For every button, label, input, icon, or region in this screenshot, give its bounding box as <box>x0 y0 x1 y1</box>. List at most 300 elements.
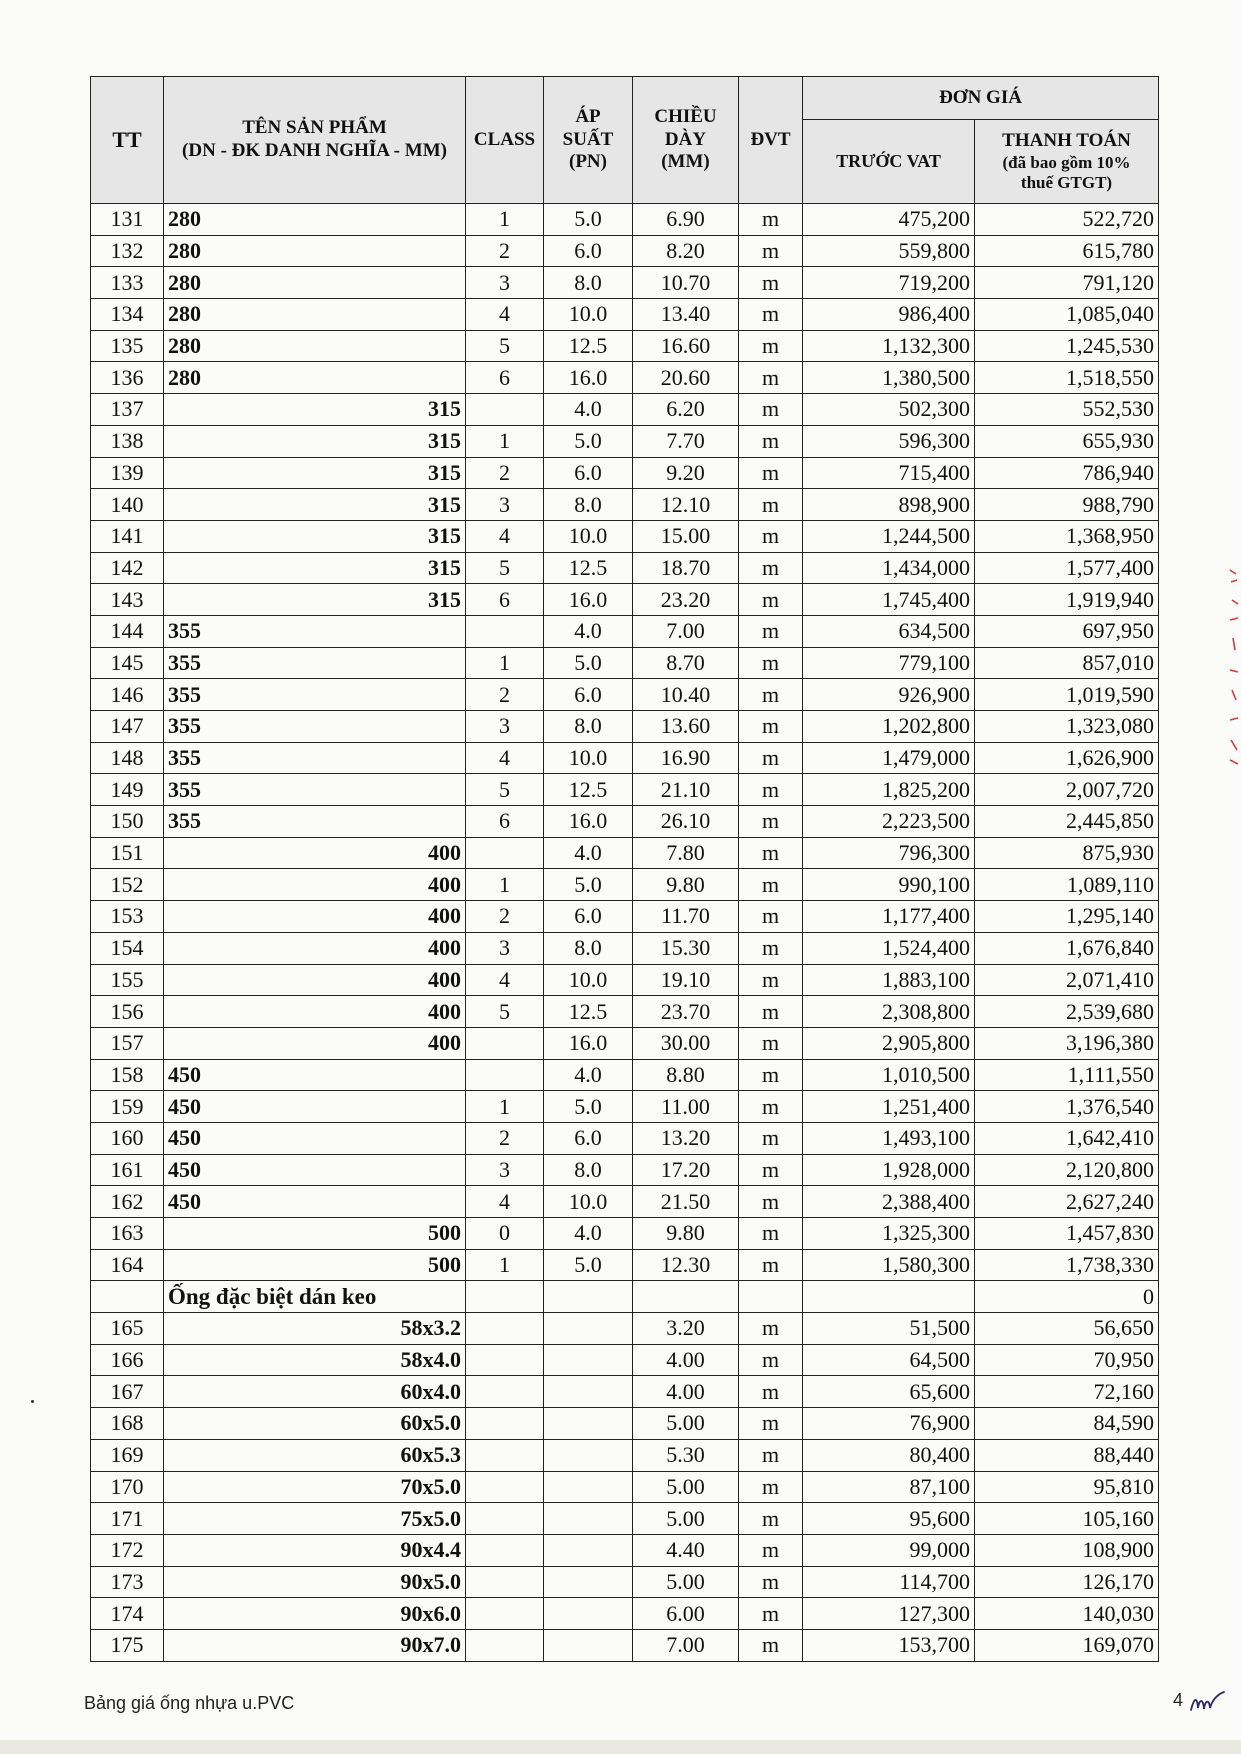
header-before-vat: TRƯỚC VAT <box>803 120 975 204</box>
header-price-group: ĐƠN GIÁ <box>803 77 1159 120</box>
cell-product-name: 60x4.0 <box>164 1376 466 1408</box>
cell-thickness: 30.00 <box>633 1027 739 1059</box>
header-product-name-line1: TÊN SẢN PHẨM <box>242 117 387 139</box>
cell-price-before-vat: 1,380,500 <box>803 362 975 394</box>
cell-pressure: 12.5 <box>544 552 633 584</box>
cell-thickness: 11.70 <box>633 901 739 933</box>
cell-class <box>466 394 544 426</box>
cell-unit: m <box>739 837 803 869</box>
cell-product-name: 315 <box>164 520 466 552</box>
cell-pressure: 5.0 <box>544 647 633 679</box>
cell-tt: 160 <box>91 1122 164 1154</box>
cell-pressure: 6.0 <box>544 235 633 267</box>
cell-price-before-vat: 502,300 <box>803 394 975 426</box>
cell-thickness: 20.60 <box>633 362 739 394</box>
cell-tt: 143 <box>91 584 164 616</box>
cell-unit: m <box>739 774 803 806</box>
cell-unit: m <box>739 964 803 996</box>
cell-price-before-vat: 1,251,400 <box>803 1091 975 1123</box>
cell-class: 2 <box>466 457 544 489</box>
cell-thickness: 17.20 <box>633 1154 739 1186</box>
table-row <box>91 647 1159 679</box>
cell-tt: 153 <box>91 901 164 933</box>
cell-class: 4 <box>466 520 544 552</box>
cell-thickness: 3.20 <box>633 1313 739 1345</box>
cell-thickness: 16.90 <box>633 742 739 774</box>
cell-class: 1 <box>466 647 544 679</box>
cell-unit: m <box>739 869 803 901</box>
cell-pressure: 6.0 <box>544 457 633 489</box>
cell-thickness: 4.40 <box>633 1534 739 1566</box>
cell-unit: m <box>739 1186 803 1218</box>
cell-thickness: 8.80 <box>633 1059 739 1091</box>
cell-thickness: 7.00 <box>633 615 739 647</box>
cell-tt: 139 <box>91 457 164 489</box>
cell-unit: m <box>739 1344 803 1376</box>
header-tt: TT <box>91 77 164 204</box>
cell-tt: 156 <box>91 996 164 1028</box>
cell-thickness: 7.00 <box>633 1629 739 1661</box>
table-row <box>91 1629 1159 1661</box>
cell-class <box>466 1376 544 1408</box>
cell-price-payment: 875,930 <box>975 837 1159 869</box>
cell-product-name: 315 <box>164 489 466 521</box>
header-pressure-line1: ÁP <box>575 105 601 127</box>
cell-thickness: 9.80 <box>633 869 739 901</box>
cell-price-payment: 522,720 <box>975 204 1159 236</box>
table-row <box>91 1313 1159 1345</box>
cell-product-name: 280 <box>164 204 466 236</box>
cell-product-name: 280 <box>164 235 466 267</box>
cell-price-before-vat: 715,400 <box>803 457 975 489</box>
cell-unit: m <box>739 742 803 774</box>
cell-product-name: 400 <box>164 932 466 964</box>
cell-price-before-vat: 65,600 <box>803 1376 975 1408</box>
cell-unit: m <box>739 584 803 616</box>
cell-tt: 132 <box>91 235 164 267</box>
cell-product-name: 75x5.0 <box>164 1503 466 1535</box>
cell-price-payment: 1,085,040 <box>975 299 1159 331</box>
table-header <box>91 77 1159 204</box>
cell-product-name: 355 <box>164 711 466 743</box>
cell-product-name: 355 <box>164 647 466 679</box>
cell-pressure: 10.0 <box>544 299 633 331</box>
table-row <box>91 204 1159 236</box>
cell-thickness: 9.80 <box>633 1218 739 1250</box>
cell-price-payment: 786,940 <box>975 457 1159 489</box>
cell-price-before-vat: 1,244,500 <box>803 520 975 552</box>
cell-tt: 151 <box>91 837 164 869</box>
cell-product-name: 450 <box>164 1059 466 1091</box>
cell-price-before-vat: 596,300 <box>803 425 975 457</box>
cell-tt: 136 <box>91 362 164 394</box>
cell-thickness: 5.00 <box>633 1503 739 1535</box>
cell-tt: 135 <box>91 330 164 362</box>
cell-price-payment: 2,120,800 <box>975 1154 1159 1186</box>
table-row <box>91 1218 1159 1250</box>
cell-unit: m <box>739 1091 803 1123</box>
table-row <box>91 1122 1159 1154</box>
cell-class <box>466 1598 544 1630</box>
cell-product-name: 355 <box>164 774 466 806</box>
cell-product-name: 58x3.2 <box>164 1313 466 1345</box>
cell-thickness: 7.80 <box>633 837 739 869</box>
cell-tt: 145 <box>91 647 164 679</box>
cell-price-before-vat: 80,400 <box>803 1439 975 1471</box>
table-row <box>91 932 1159 964</box>
cell-pressure <box>544 1439 633 1471</box>
header-payment-line2: (đã bao gồm 10% <box>1002 152 1131 172</box>
cell-product-name: 315 <box>164 584 466 616</box>
cell-price-payment: 0 <box>975 1281 1159 1313</box>
cell-unit: m <box>739 1534 803 1566</box>
cell-thickness: 19.10 <box>633 964 739 996</box>
cell-product-name: 450 <box>164 1122 466 1154</box>
footer-title: Bảng giá ống nhựa u.PVC <box>84 1693 295 1713</box>
cell-price-payment: 1,626,900 <box>975 742 1159 774</box>
cell-tt: 159 <box>91 1091 164 1123</box>
cell-pressure: 12.5 <box>544 996 633 1028</box>
cell-pressure <box>544 1313 633 1345</box>
cell-price-before-vat: 95,600 <box>803 1503 975 1535</box>
cell-thickness: 10.40 <box>633 679 739 711</box>
cell-tt: 141 <box>91 520 164 552</box>
cell-tt: 161 <box>91 1154 164 1186</box>
cell-unit: m <box>739 1376 803 1408</box>
cell-thickness: 5.00 <box>633 1566 739 1598</box>
cell-thickness: 6.00 <box>633 1598 739 1630</box>
cell-thickness: 9.20 <box>633 457 739 489</box>
cell-tt: 158 <box>91 1059 164 1091</box>
cell-price-payment: 3,196,380 <box>975 1027 1159 1059</box>
cell-product-name: 60x5.3 <box>164 1439 466 1471</box>
cell-class <box>466 1566 544 1598</box>
cell-unit: m <box>739 1598 803 1630</box>
cell-pressure: 10.0 <box>544 1186 633 1218</box>
table-row <box>91 362 1159 394</box>
cell-product-name: 400 <box>164 837 466 869</box>
cell-price-payment: 1,577,400 <box>975 552 1159 584</box>
cell-product-name: 315 <box>164 457 466 489</box>
header-product-name <box>164 77 466 204</box>
cell-class: 5 <box>466 330 544 362</box>
cell-class: 2 <box>466 679 544 711</box>
cell-price-payment: 2,539,680 <box>975 996 1159 1028</box>
cell-class: 0 <box>466 1218 544 1250</box>
cell-class: 3 <box>466 932 544 964</box>
cell-class <box>466 1281 544 1313</box>
cell-tt: 162 <box>91 1186 164 1218</box>
cell-unit: m <box>739 425 803 457</box>
section-heading-row <box>91 1281 1159 1313</box>
cell-product-name: 315 <box>164 552 466 584</box>
table-row <box>91 552 1159 584</box>
cell-unit: m <box>739 1408 803 1440</box>
cell-tt: 142 <box>91 552 164 584</box>
cell-product-name: 60x5.0 <box>164 1408 466 1440</box>
table-row <box>91 489 1159 521</box>
cell-pressure: 4.0 <box>544 1218 633 1250</box>
cell-price-before-vat: 719,200 <box>803 267 975 299</box>
cell-pressure: 6.0 <box>544 1122 633 1154</box>
cell-price-payment: 1,518,550 <box>975 362 1159 394</box>
cell-pressure: 4.0 <box>544 394 633 426</box>
cell-thickness: 26.10 <box>633 806 739 838</box>
table-body <box>91 204 1159 1662</box>
table-row <box>91 1027 1159 1059</box>
scan-speck <box>31 1400 34 1403</box>
table-row <box>91 1059 1159 1091</box>
table-row <box>91 1598 1159 1630</box>
cell-product-name: 90x4.4 <box>164 1534 466 1566</box>
table-row <box>91 425 1159 457</box>
cell-product-name: 400 <box>164 869 466 901</box>
cell-pressure <box>544 1344 633 1376</box>
table-row <box>91 1344 1159 1376</box>
cell-class <box>466 1471 544 1503</box>
cell-price-before-vat: 1,883,100 <box>803 964 975 996</box>
cell-price-payment: 72,160 <box>975 1376 1159 1408</box>
cell-tt: 147 <box>91 711 164 743</box>
cell-price-payment: 2,071,410 <box>975 964 1159 996</box>
cell-pressure <box>544 1408 633 1440</box>
cell-price-payment: 105,160 <box>975 1503 1159 1535</box>
cell-price-before-vat: 76,900 <box>803 1408 975 1440</box>
cell-thickness: 12.10 <box>633 489 739 521</box>
cell-pressure <box>544 1598 633 1630</box>
cell-price-payment: 1,295,140 <box>975 901 1159 933</box>
cell-unit: m <box>739 520 803 552</box>
cell-unit: m <box>739 1629 803 1661</box>
cell-class: 4 <box>466 299 544 331</box>
cell-tt: 169 <box>91 1439 164 1471</box>
cell-tt: 173 <box>91 1566 164 1598</box>
cell-pressure <box>544 1566 633 1598</box>
cell-class: 1 <box>466 869 544 901</box>
cell-class <box>466 1027 544 1059</box>
cell-unit: m <box>739 1122 803 1154</box>
cell-price-before-vat: 926,900 <box>803 679 975 711</box>
cell-pressure <box>544 1534 633 1566</box>
table-row <box>91 299 1159 331</box>
cell-price-payment: 1,457,830 <box>975 1218 1159 1250</box>
cell-price-before-vat: 1,177,400 <box>803 901 975 933</box>
cell-tt: 174 <box>91 1598 164 1630</box>
cell-unit: m <box>739 299 803 331</box>
cell-unit: m <box>739 1503 803 1535</box>
cell-thickness: 21.10 <box>633 774 739 806</box>
cell-unit: m <box>739 1439 803 1471</box>
cell-price-before-vat: 114,700 <box>803 1566 975 1598</box>
cell-pressure <box>544 1503 633 1535</box>
price-table <box>90 76 1159 1662</box>
cell-price-payment: 1,368,950 <box>975 520 1159 552</box>
table-row <box>91 711 1159 743</box>
table-row <box>91 1408 1159 1440</box>
cell-tt: 157 <box>91 1027 164 1059</box>
red-stamp-edge <box>1226 560 1241 780</box>
cell-class: 5 <box>466 996 544 1028</box>
cell-class <box>466 1059 544 1091</box>
cell-product-name: 90x5.0 <box>164 1566 466 1598</box>
cell-pressure: 16.0 <box>544 1027 633 1059</box>
scan-edge-strip <box>0 1740 1241 1754</box>
cell-thickness: 6.90 <box>633 204 739 236</box>
cell-tt <box>91 1281 164 1313</box>
cell-product-name: 280 <box>164 299 466 331</box>
cell-price-payment: 1,245,530 <box>975 330 1159 362</box>
cell-price-before-vat: 559,800 <box>803 235 975 267</box>
table-row <box>91 901 1159 933</box>
cell-unit: m <box>739 552 803 584</box>
cell-tt: 140 <box>91 489 164 521</box>
cell-pressure: 10.0 <box>544 742 633 774</box>
cell-thickness: 16.60 <box>633 330 739 362</box>
cell-pressure: 5.0 <box>544 869 633 901</box>
cell-price-before-vat: 796,300 <box>803 837 975 869</box>
cell-price-before-vat: 2,388,400 <box>803 1186 975 1218</box>
table-row <box>91 457 1159 489</box>
cell-price-before-vat: 2,308,800 <box>803 996 975 1028</box>
cell-tt: 131 <box>91 204 164 236</box>
cell-class <box>466 837 544 869</box>
cell-unit: m <box>739 647 803 679</box>
cell-thickness: 15.00 <box>633 520 739 552</box>
cell-tt: 144 <box>91 615 164 647</box>
cell-class <box>466 615 544 647</box>
cell-price-payment: 1,676,840 <box>975 932 1159 964</box>
cell-tt: 146 <box>91 679 164 711</box>
cell-price-before-vat: 634,500 <box>803 615 975 647</box>
header-pressure-line2: SUẤT <box>562 128 614 150</box>
cell-price-before-vat: 1,325,300 <box>803 1218 975 1250</box>
cell-pressure: 6.0 <box>544 901 633 933</box>
table-row <box>91 806 1159 838</box>
cell-price-payment: 108,900 <box>975 1534 1159 1566</box>
cell-tt: 175 <box>91 1629 164 1661</box>
cell-thickness: 10.70 <box>633 267 739 299</box>
cell-class: 3 <box>466 1154 544 1186</box>
cell-pressure: 5.0 <box>544 1249 633 1281</box>
table-row <box>91 330 1159 362</box>
cell-price-before-vat: 2,905,800 <box>803 1027 975 1059</box>
cell-price-payment: 56,650 <box>975 1313 1159 1345</box>
cell-thickness: 21.50 <box>633 1186 739 1218</box>
cell-unit: m <box>739 901 803 933</box>
cell-class: 6 <box>466 806 544 838</box>
table-row <box>91 1091 1159 1123</box>
cell-thickness: 5.00 <box>633 1471 739 1503</box>
cell-pressure <box>544 1629 633 1661</box>
cell-price-before-vat: 87,100 <box>803 1471 975 1503</box>
header-thickness-line2: DÀY <box>664 128 707 150</box>
cell-pressure: 5.0 <box>544 1091 633 1123</box>
cell-unit: m <box>739 1566 803 1598</box>
cell-product-name: 355 <box>164 742 466 774</box>
cell-class: 4 <box>466 964 544 996</box>
cell-pressure: 8.0 <box>544 267 633 299</box>
cell-unit: m <box>739 362 803 394</box>
cell-unit: m <box>739 235 803 267</box>
cell-pressure: 8.0 <box>544 489 633 521</box>
cell-price-before-vat: 1,524,400 <box>803 932 975 964</box>
cell-unit: m <box>739 457 803 489</box>
cell-class: 5 <box>466 774 544 806</box>
cell-product-name: Ống đặc biệt dán keo <box>164 1281 466 1313</box>
cell-price-before-vat: 64,500 <box>803 1344 975 1376</box>
cell-product-name: 355 <box>164 615 466 647</box>
cell-product-name: 500 <box>164 1218 466 1250</box>
cell-thickness: 13.60 <box>633 711 739 743</box>
cell-class: 1 <box>466 425 544 457</box>
cell-product-name: 90x7.0 <box>164 1629 466 1661</box>
cell-product-name: 70x5.0 <box>164 1471 466 1503</box>
cell-product-name: 500 <box>164 1249 466 1281</box>
cell-tt: 167 <box>91 1376 164 1408</box>
cell-tt: 170 <box>91 1471 164 1503</box>
table-row <box>91 615 1159 647</box>
cell-price-payment: 70,950 <box>975 1344 1159 1376</box>
cell-unit: m <box>739 330 803 362</box>
cell-tt: 134 <box>91 299 164 331</box>
cell-class: 2 <box>466 235 544 267</box>
cell-unit: m <box>739 806 803 838</box>
header-payment-line3: thuế GTGT) <box>1020 172 1113 192</box>
table-row <box>91 1566 1159 1598</box>
cell-unit: m <box>739 1313 803 1345</box>
cell-pressure: 10.0 <box>544 964 633 996</box>
header-payment <box>975 120 1159 204</box>
cell-price-before-vat: 1,745,400 <box>803 584 975 616</box>
cell-pressure <box>544 1376 633 1408</box>
cell-thickness: 13.20 <box>633 1122 739 1154</box>
cell-price-payment: 1,323,080 <box>975 711 1159 743</box>
cell-product-name: 58x4.0 <box>164 1344 466 1376</box>
cell-class: 4 <box>466 742 544 774</box>
cell-pressure: 12.5 <box>544 330 633 362</box>
cell-unit: m <box>739 1154 803 1186</box>
header-payment-line1: THANH TOÁN <box>1002 129 1131 151</box>
header-product-name-line2: (DN - ĐK DANH NGHĨA - MM) <box>182 140 447 161</box>
cell-thickness: 23.70 <box>633 996 739 1028</box>
cell-class <box>466 1344 544 1376</box>
cell-unit: m <box>739 267 803 299</box>
cell-tt: 168 <box>91 1408 164 1440</box>
cell-tt: 155 <box>91 964 164 996</box>
cell-price-before-vat: 1,010,500 <box>803 1059 975 1091</box>
cell-price-before-vat: 2,223,500 <box>803 806 975 838</box>
cell-price-payment: 791,120 <box>975 267 1159 299</box>
cell-price-before-vat: 51,500 <box>803 1313 975 1345</box>
cell-product-name: 400 <box>164 964 466 996</box>
cell-price-before-vat: 1,928,000 <box>803 1154 975 1186</box>
cell-price-payment: 95,810 <box>975 1471 1159 1503</box>
cell-price-payment: 1,019,590 <box>975 679 1159 711</box>
cell-thickness: 5.00 <box>633 1408 739 1440</box>
cell-pressure: 5.0 <box>544 425 633 457</box>
cell-product-name: 280 <box>164 330 466 362</box>
cell-class: 1 <box>466 1091 544 1123</box>
page-number: 4 <box>1173 1690 1184 1710</box>
cell-product-name: 355 <box>164 679 466 711</box>
cell-price-before-vat: 898,900 <box>803 489 975 521</box>
cell-pressure: 16.0 <box>544 806 633 838</box>
cell-pressure: 8.0 <box>544 711 633 743</box>
cell-thickness: 11.00 <box>633 1091 739 1123</box>
cell-thickness: 4.00 <box>633 1344 739 1376</box>
cell-product-name: 315 <box>164 425 466 457</box>
table-row <box>91 267 1159 299</box>
